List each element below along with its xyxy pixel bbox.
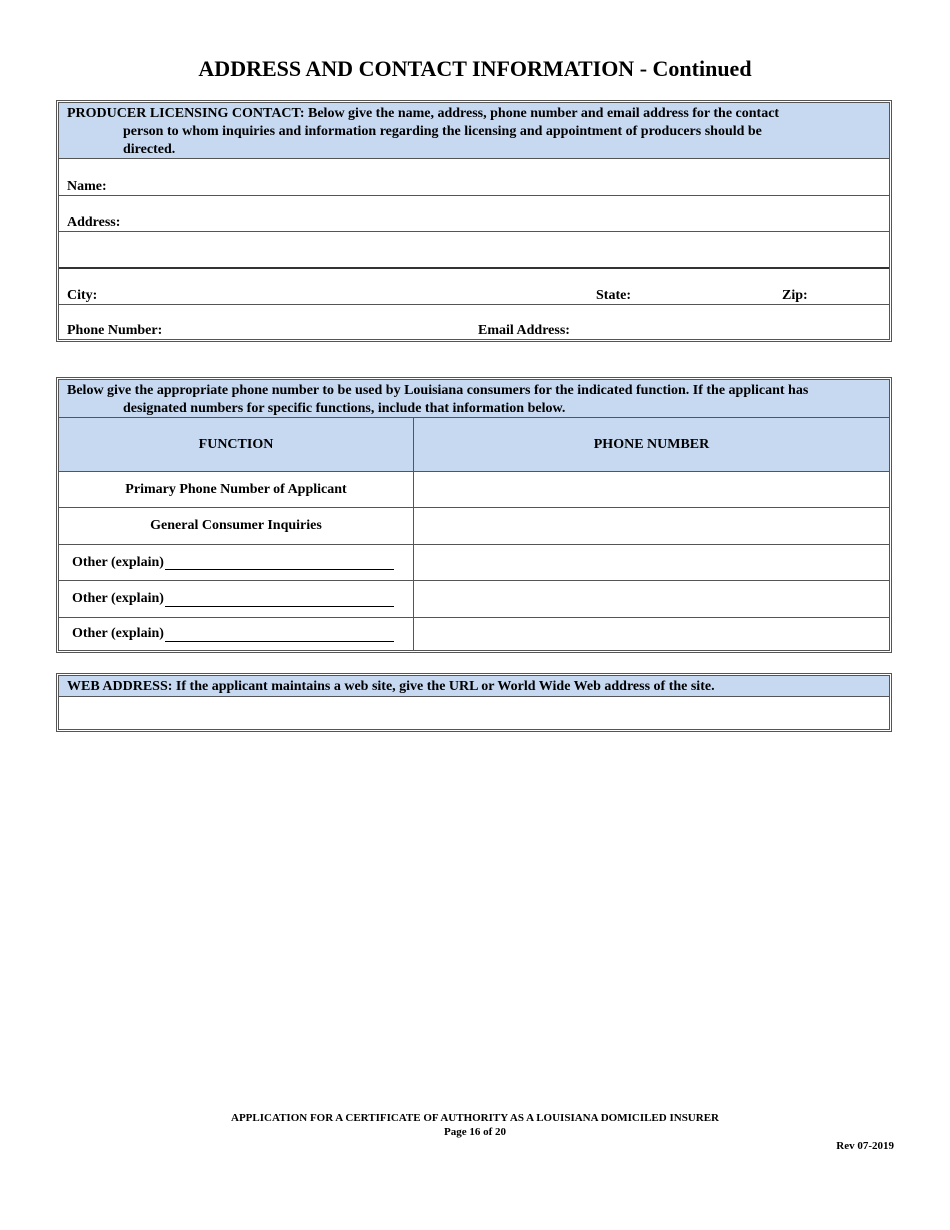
producer-contact-header — [59, 103, 889, 158]
consumer-phones-header-line1: Below give the appropriate phone number to be used by Louisiana consumers for the indicated function. If the applicant has — [67, 383, 809, 398]
table-row — [59, 617, 889, 650]
consumer-phones-column-headers — [59, 417, 889, 471]
web-address-input[interactable] — [59, 696, 889, 729]
explain-blank-line[interactable] — [165, 592, 394, 607]
city-label: City: — [67, 288, 98, 303]
table-row — [59, 507, 889, 544]
email-address-label: Email Address: — [478, 323, 570, 338]
revision-label: Rev 07-2019 — [836, 1140, 894, 1152]
phone-number-input[interactable] — [414, 508, 889, 544]
name-field[interactable] — [59, 158, 889, 195]
consumer-phones-header — [59, 380, 889, 417]
web-address-header: WEB ADDRESS: If the applicant maintains a web site, give the URL or World Wide Web address of the site. — [59, 676, 889, 696]
zip-label: Zip: — [782, 288, 808, 303]
table-row — [59, 544, 889, 580]
phone-number-input[interactable] — [414, 618, 889, 650]
state-label: State: — [596, 288, 631, 303]
other-explain-label: Other (explain) — [72, 626, 164, 641]
consumer-phones-section — [56, 377, 892, 653]
phone-number-column-header: PHONE NUMBER — [593, 436, 710, 452]
function-other-cell[interactable] — [59, 618, 414, 650]
name-label: Name: — [67, 179, 107, 194]
address-line-2-field[interactable] — [59, 231, 889, 267]
page-title: ADDRESS AND CONTACT INFORMATION - Continued — [198, 56, 752, 81]
phone-number-input[interactable] — [414, 545, 889, 580]
other-explain-label: Other (explain) — [72, 591, 164, 606]
address-label: Address: — [67, 215, 121, 230]
explain-blank-line[interactable] — [165, 555, 394, 570]
other-explain-label: Other (explain) — [72, 554, 164, 570]
footer-page-number: Page 16 of 20 — [443, 1126, 506, 1138]
city-state-zip-row[interactable] — [59, 267, 889, 304]
phone-number-input[interactable] — [414, 581, 889, 617]
explain-blank-line[interactable] — [165, 627, 394, 642]
table-row — [59, 471, 889, 507]
producer-contact-section — [56, 100, 892, 342]
function-other-cell[interactable] — [59, 581, 414, 617]
function-general-inquiries: General Consumer Inquiries — [59, 508, 414, 544]
phone-email-row[interactable] — [59, 304, 889, 339]
phone-number-input[interactable] — [414, 472, 889, 507]
footer-form-title: APPLICATION FOR A CERTIFICATE OF AUTHORITY AS A LOUISIANA DOMICILED INSURER — [231, 1112, 719, 1124]
web-address-section — [56, 673, 892, 732]
function-primary-phone: Primary Phone Number of Applicant — [59, 472, 414, 507]
table-row — [59, 580, 889, 617]
address-field[interactable] — [59, 195, 889, 231]
function-column-header: FUNCTION — [59, 418, 414, 471]
consumer-phones-header-line2: designated numbers for specific functions, include that information below. — [123, 401, 566, 416]
phone-number-label: Phone Number: — [67, 323, 163, 338]
producer-contact-header-line2: person to whom inquiries and information regarding the licensing and appointment of producers should be — [123, 124, 762, 139]
function-other-cell[interactable] — [59, 545, 414, 580]
producer-contact-header-line3: directed. — [123, 142, 176, 157]
producer-contact-header-line1: PRODUCER LICENSING CONTACT: Below give the name, address, phone number and email address for the contact — [67, 106, 780, 121]
